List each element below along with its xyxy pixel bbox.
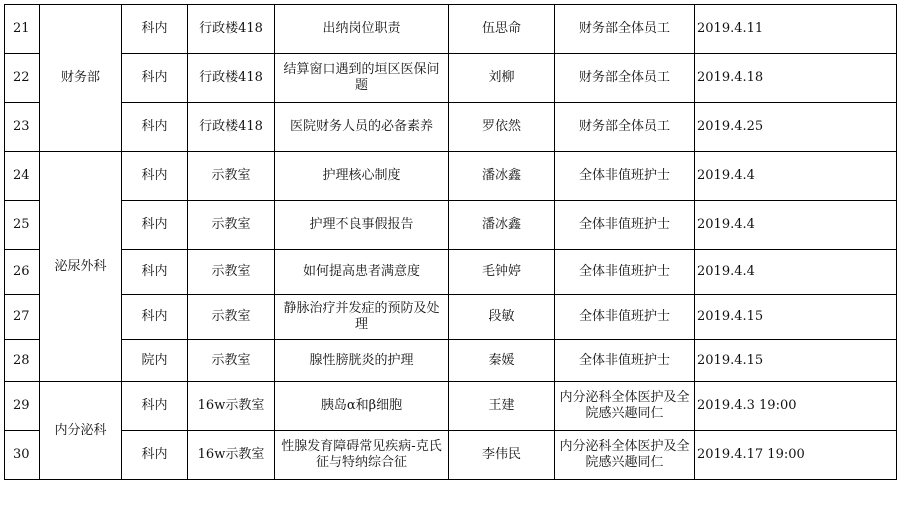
row-number: 25 [5, 201, 40, 250]
department-cell: 财务部 [40, 5, 122, 152]
training-type: 院内 [122, 340, 188, 382]
speaker: 潘冰鑫 [449, 201, 555, 250]
audience: 财务部全体员工 [555, 54, 695, 103]
department-cell: 泌尿外科 [40, 152, 122, 382]
date: 2019.4.11 [695, 5, 897, 54]
training-type: 科内 [122, 295, 188, 340]
training-type: 科内 [122, 54, 188, 103]
table-row [5, 295, 897, 340]
audience: 全体非值班护士 [555, 250, 695, 295]
row-number: 30 [5, 431, 40, 480]
date: 2019.4.3 19:00 [695, 382, 897, 431]
topic: 如何提高患者满意度 [275, 250, 449, 295]
training-type: 科内 [122, 201, 188, 250]
audience: 内分泌科全体医护及全院感兴趣同仁 [555, 431, 695, 480]
speaker: 秦媛 [449, 340, 555, 382]
location: 行政楼418 [188, 5, 275, 54]
topic: 胰岛α和β细胞 [275, 382, 449, 431]
speaker: 潘冰鑫 [449, 152, 555, 201]
table-row [5, 250, 897, 295]
topic: 结算窗口遇到的垣区医保问题 [275, 54, 449, 103]
table-row [5, 382, 897, 431]
table-row [5, 54, 897, 103]
audience: 全体非值班护士 [555, 152, 695, 201]
table-row [5, 103, 897, 152]
location: 示教室 [188, 340, 275, 382]
audience: 全体非值班护士 [555, 340, 695, 382]
row-number: 23 [5, 103, 40, 152]
speaker: 罗依然 [449, 103, 555, 152]
date: 2019.4.4 [695, 201, 897, 250]
training-type: 科内 [122, 250, 188, 295]
topic: 性腺发育障碍常见疾病-克氏征与特纳综合征 [275, 431, 449, 480]
department-cell: 内分泌科 [40, 382, 122, 480]
training-type: 科内 [122, 103, 188, 152]
location: 示教室 [188, 250, 275, 295]
speaker: 李伟民 [449, 431, 555, 480]
date: 2019.4.18 [695, 54, 897, 103]
audience: 财务部全体员工 [555, 103, 695, 152]
audience: 全体非值班护士 [555, 295, 695, 340]
topic: 医院财务人员的必备素养 [275, 103, 449, 152]
topic: 出纳岗位职责 [275, 5, 449, 54]
location: 16w示教室 [188, 431, 275, 480]
table-row [5, 431, 897, 480]
topic: 护理不良事假报告 [275, 201, 449, 250]
row-number: 21 [5, 5, 40, 54]
row-number: 24 [5, 152, 40, 201]
speaker: 伍思命 [449, 5, 555, 54]
audience: 全体非值班护士 [555, 201, 695, 250]
row-number: 29 [5, 382, 40, 431]
speaker: 段敏 [449, 295, 555, 340]
location: 示教室 [188, 152, 275, 201]
topic: 静脉治疗并发症的预防及处理 [275, 295, 449, 340]
speaker: 王建 [449, 382, 555, 431]
date: 2019.4.4 [695, 152, 897, 201]
training-type: 科内 [122, 152, 188, 201]
date: 2019.4.25 [695, 103, 897, 152]
topic: 腺性膀胱炎的护理 [275, 340, 449, 382]
audience: 内分泌科全体医护及全院感兴趣同仁 [555, 382, 695, 431]
row-number: 27 [5, 295, 40, 340]
location: 行政楼418 [188, 54, 275, 103]
table-row [5, 152, 897, 201]
schedule-table [4, 4, 897, 480]
date: 2019.4.4 [695, 250, 897, 295]
speaker: 毛钟婷 [449, 250, 555, 295]
location: 示教室 [188, 295, 275, 340]
row-number: 26 [5, 250, 40, 295]
table-row [5, 5, 897, 54]
row-number: 28 [5, 340, 40, 382]
date: 2019.4.15 [695, 295, 897, 340]
training-type: 科内 [122, 382, 188, 431]
location: 示教室 [188, 201, 275, 250]
training-type: 科内 [122, 5, 188, 54]
location: 16w示教室 [188, 382, 275, 431]
date: 2019.4.15 [695, 340, 897, 382]
row-number: 22 [5, 54, 40, 103]
table-row [5, 340, 897, 382]
table-row [5, 201, 897, 250]
date: 2019.4.17 19:00 [695, 431, 897, 480]
location: 行政楼418 [188, 103, 275, 152]
topic: 护理核心制度 [275, 152, 449, 201]
audience: 财务部全体员工 [555, 5, 695, 54]
speaker: 刘柳 [449, 54, 555, 103]
training-type: 科内 [122, 431, 188, 480]
